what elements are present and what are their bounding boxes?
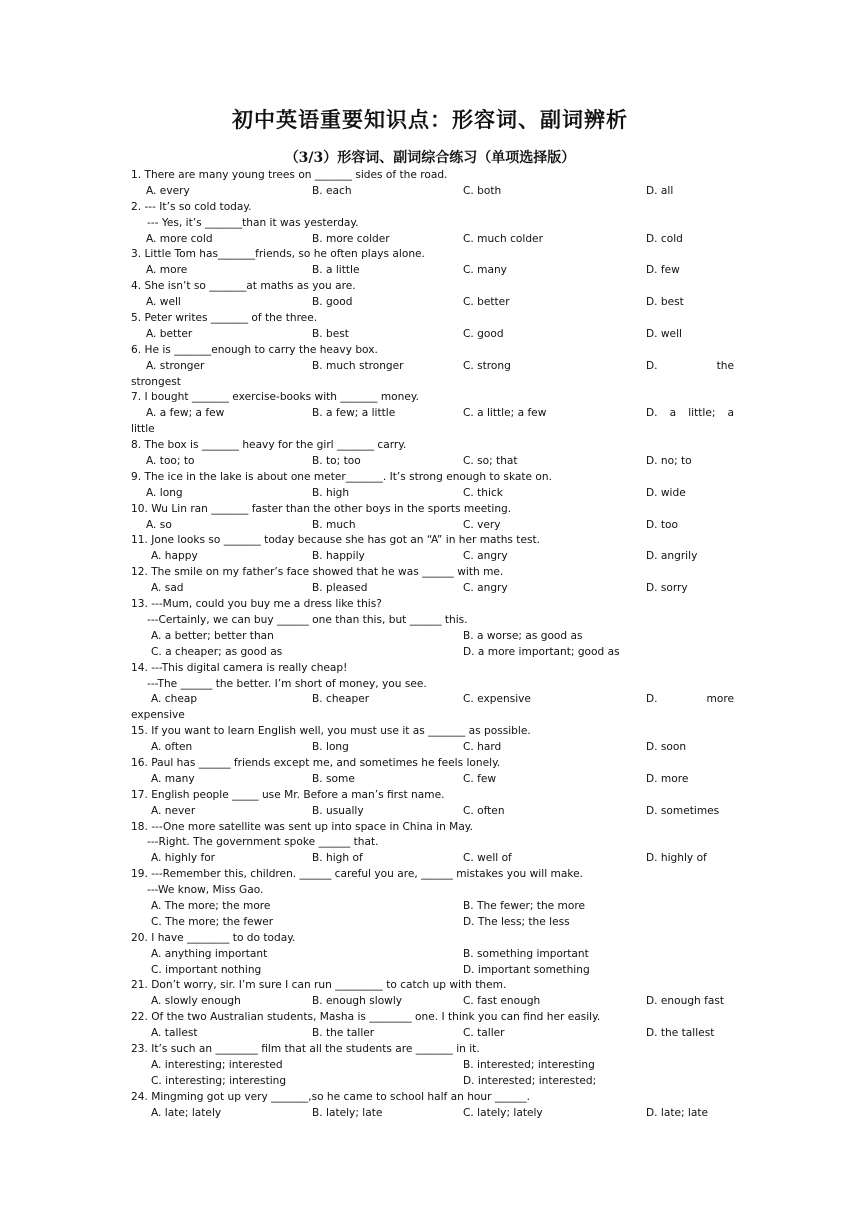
option-d-word: D. bbox=[646, 407, 658, 420]
question-stem-line bbox=[131, 931, 733, 947]
option-row bbox=[131, 963, 733, 979]
question-list bbox=[131, 168, 733, 1121]
option-c: C. a little; a few bbox=[463, 407, 547, 420]
option-d: D. The less; the less bbox=[463, 915, 570, 928]
option-a: A. too; to bbox=[146, 455, 195, 468]
option-b: B. happily bbox=[312, 550, 365, 563]
option-b: B. cheaper bbox=[312, 693, 370, 706]
question-dialogue-line bbox=[131, 883, 733, 899]
option-wrap-line bbox=[131, 375, 733, 391]
option-row bbox=[131, 549, 733, 565]
option-a: A. happy bbox=[151, 550, 198, 563]
option-d: D. more bbox=[646, 772, 689, 785]
page-title: 初中英语重要知识点：形容词、副词辨析 bbox=[232, 107, 628, 132]
option-d: D. enough fast bbox=[646, 995, 725, 1008]
question-stem: 19. ---Remember this, children. ______ careful you are, ______ mistakes you will make. bbox=[131, 868, 583, 881]
option-c: C. a cheaper; as good as bbox=[151, 645, 283, 658]
question-stem-line bbox=[131, 1010, 733, 1026]
option-row bbox=[131, 804, 733, 820]
option-b: B. much stronger bbox=[312, 359, 404, 372]
option-row bbox=[131, 772, 733, 788]
question-stem-line bbox=[131, 247, 733, 263]
option-row bbox=[131, 629, 733, 645]
option-a: A. long bbox=[146, 486, 183, 499]
option-row bbox=[131, 1058, 733, 1074]
option-a: A. every bbox=[146, 184, 190, 197]
option-b: B. The fewer; the more bbox=[463, 899, 585, 912]
option-row bbox=[131, 232, 733, 248]
question-stem: 2. --- It’s so cold today. bbox=[131, 200, 252, 213]
option-c: C. interesting; interesting bbox=[151, 1074, 287, 1087]
option-c: C. both bbox=[463, 184, 502, 197]
option-d-word: a bbox=[669, 407, 677, 420]
option-c: C. lately; lately bbox=[463, 1106, 543, 1119]
option-row bbox=[131, 406, 733, 422]
option-a: A. cheap bbox=[151, 693, 198, 706]
option-row bbox=[131, 947, 733, 963]
option-c: C. expensive bbox=[463, 693, 531, 706]
option-row bbox=[131, 359, 733, 375]
option-b: B. high of bbox=[312, 852, 363, 865]
option-d-wrap: little bbox=[131, 423, 155, 436]
option-d bbox=[646, 692, 734, 708]
option-d: D. sorry bbox=[646, 582, 688, 595]
option-c: C. few bbox=[463, 772, 497, 785]
question-stem-line bbox=[131, 1042, 733, 1058]
option-a: A. stronger bbox=[146, 359, 205, 372]
option-d: D. no; to bbox=[646, 455, 692, 468]
option-b: B. some bbox=[312, 772, 355, 785]
option-d: D. angrily bbox=[646, 550, 698, 563]
question-stem: 3. Little Tom has_______friends, so he often plays alone. bbox=[131, 248, 425, 261]
question-stem: 9. The ice in the lake is about one meter_______. It’s strong enough to skate on. bbox=[131, 470, 552, 483]
option-b: B. something important bbox=[463, 947, 589, 960]
dialogue-text: --- Yes, it’s _______than it was yesterday. bbox=[147, 216, 359, 229]
option-d: D. few bbox=[646, 264, 680, 277]
dialogue-text: ---Certainly, we can buy ______ one than this, but ______ this. bbox=[147, 613, 468, 626]
question-stem-line bbox=[131, 661, 733, 677]
question-stem: 13. ---Mum, could you buy me a dress like this? bbox=[131, 598, 382, 611]
option-d-word: a bbox=[727, 407, 734, 420]
option-b: B. good bbox=[312, 296, 353, 309]
option-c: C. important nothing bbox=[151, 963, 262, 976]
option-b: B. usually bbox=[312, 804, 364, 817]
question-stem-line bbox=[131, 390, 733, 406]
option-b: B. a few; a little bbox=[312, 407, 396, 420]
option-a: A. often bbox=[151, 741, 193, 754]
question-stem: 20. I have ________ to do today. bbox=[131, 931, 296, 944]
option-b: B. a little bbox=[312, 264, 360, 277]
question-stem-line bbox=[131, 200, 733, 216]
page-subtitle: （3/3）形容词、副词综合练习（单项选择版） bbox=[284, 150, 576, 166]
option-row bbox=[131, 454, 733, 470]
option-row bbox=[131, 692, 733, 708]
option-d: D. sometimes bbox=[646, 804, 720, 817]
question-stem: 10. Wu Lin ran _______ faster than the other boys in the sports meeting. bbox=[131, 502, 512, 515]
option-c: C. thick bbox=[463, 486, 503, 499]
question-stem-line bbox=[131, 565, 733, 581]
option-b: B. high bbox=[312, 486, 350, 499]
question-stem-line bbox=[131, 502, 733, 518]
option-row bbox=[131, 263, 733, 279]
option-d bbox=[646, 406, 734, 422]
question-stem-line bbox=[131, 533, 733, 549]
option-b: B. each bbox=[312, 184, 352, 197]
option-c: C. very bbox=[463, 518, 501, 531]
option-row bbox=[131, 740, 733, 756]
option-b: B. best bbox=[312, 327, 349, 340]
question-stem-line bbox=[131, 311, 733, 327]
option-c: C. so; that bbox=[463, 455, 518, 468]
option-a: A. many bbox=[151, 772, 195, 785]
option-a: A. highly for bbox=[151, 852, 216, 865]
question-stem-line bbox=[131, 279, 733, 295]
option-d: D. interested; interested; bbox=[463, 1074, 597, 1087]
dialogue-text: ---Right. The government spoke ______ that. bbox=[147, 836, 379, 849]
option-a: A. better bbox=[146, 327, 193, 340]
question-stem: 12. The smile on my father’s face showed that he was ______ with me. bbox=[131, 566, 504, 579]
question-dialogue-line bbox=[131, 677, 733, 693]
option-b: B. lately; late bbox=[312, 1106, 383, 1119]
option-b: B. to; too bbox=[312, 455, 361, 468]
option-row bbox=[131, 295, 733, 311]
option-d: D. a more important; good as bbox=[463, 645, 620, 658]
question-stem: 16. Paul has ______ friends except me, and sometimes he feels lonely. bbox=[131, 756, 501, 769]
question-stem-line bbox=[131, 724, 733, 740]
option-d-word: more bbox=[706, 693, 734, 706]
option-c: C. much colder bbox=[463, 232, 543, 245]
option-d bbox=[646, 359, 734, 375]
question-dialogue-line bbox=[131, 613, 733, 629]
option-d-word: little; bbox=[688, 407, 716, 420]
question-stem-line bbox=[131, 168, 733, 184]
question-stem: 18. ---One more satellite was sent up into space in China in May. bbox=[131, 820, 473, 833]
question-stem: 1. There are many young trees on _______ sides of the road. bbox=[131, 169, 448, 181]
option-b: B. pleased bbox=[312, 582, 368, 595]
option-row bbox=[131, 851, 733, 867]
option-a: A. never bbox=[151, 804, 196, 817]
option-d: D. well bbox=[646, 327, 682, 340]
dialogue-text: ---We know, Miss Gao. bbox=[147, 884, 264, 897]
option-a: A. The more; the more bbox=[151, 899, 271, 912]
option-c: C. The more; the fewer bbox=[151, 915, 274, 928]
question-stem-line bbox=[131, 978, 733, 994]
option-a: A. anything important bbox=[151, 947, 268, 960]
option-a: A. sad bbox=[151, 582, 184, 595]
option-b: B. more colder bbox=[312, 232, 390, 245]
option-wrap-line bbox=[131, 708, 733, 724]
option-c: C. good bbox=[463, 327, 504, 340]
question-dialogue-line bbox=[131, 835, 733, 851]
option-d: D. all bbox=[646, 184, 674, 197]
option-row bbox=[131, 327, 733, 343]
option-d: D. soon bbox=[646, 741, 687, 754]
question-stem-line bbox=[131, 343, 733, 359]
question-stem: 8. The box is _______ heavy for the girl _______ carry. bbox=[131, 439, 407, 452]
option-a: A. more bbox=[146, 264, 188, 277]
option-a: A. a few; a few bbox=[146, 407, 225, 420]
option-d-wrap: expensive bbox=[131, 709, 185, 722]
question-stem-line bbox=[131, 438, 733, 454]
option-d: D. too bbox=[646, 518, 679, 531]
option-c: C. hard bbox=[463, 741, 502, 754]
question-stem: 14. ---This digital camera is really cheap! bbox=[131, 661, 348, 674]
option-a: A. interesting; interested bbox=[151, 1058, 283, 1071]
option-c: C. angry bbox=[463, 550, 508, 563]
question-stem: 21. Don’t worry, sir. I’m sure I can run _________ to catch up with them. bbox=[131, 979, 507, 992]
option-d: D. wide bbox=[646, 486, 686, 499]
option-b: B. enough slowly bbox=[312, 995, 403, 1008]
option-d-wrap: strongest bbox=[131, 375, 181, 388]
option-row bbox=[131, 486, 733, 502]
option-row bbox=[131, 1026, 733, 1042]
option-c: C. taller bbox=[463, 1027, 505, 1040]
option-c: C. fast enough bbox=[463, 995, 541, 1008]
option-d: D. the tallest bbox=[646, 1027, 715, 1040]
option-a: A. tallest bbox=[151, 1027, 198, 1040]
question-stem: 23. It’s such an ________ film that all the students are _______ in it. bbox=[131, 1042, 480, 1055]
option-a: A. slowly enough bbox=[151, 995, 241, 1008]
option-a: A. well bbox=[146, 296, 181, 309]
question-stem-line bbox=[131, 756, 733, 772]
question-stem: 11. Jone looks so _______ today because she has got an “A” in her maths test. bbox=[131, 534, 541, 547]
question-stem-line bbox=[131, 867, 733, 883]
option-row bbox=[131, 1074, 733, 1090]
option-d: D. late; late bbox=[646, 1106, 709, 1119]
question-stem-line bbox=[131, 470, 733, 486]
question-dialogue-line bbox=[131, 216, 733, 232]
dialogue-text: ---The ______ the better. I’m short of money, you see. bbox=[147, 677, 427, 690]
option-c: C. many bbox=[463, 264, 507, 277]
option-a: A. a better; better than bbox=[151, 629, 274, 642]
option-row bbox=[131, 518, 733, 534]
option-d: D. cold bbox=[646, 232, 683, 245]
option-row bbox=[131, 915, 733, 931]
question-stem: 7. I bought _______ exercise-books with _______ money. bbox=[131, 391, 419, 404]
option-row bbox=[131, 1106, 733, 1122]
option-a: A. so bbox=[146, 518, 172, 531]
option-b: B. interested; interesting bbox=[463, 1058, 595, 1071]
option-c: C. well of bbox=[463, 852, 512, 865]
option-c: C. angry bbox=[463, 582, 508, 595]
option-c: C. strong bbox=[463, 359, 511, 372]
question-stem: 15. If you want to learn English well, you must use it as _______ as possible. bbox=[131, 725, 531, 738]
option-d: D. highly of bbox=[646, 852, 707, 865]
option-d: D. best bbox=[646, 296, 684, 309]
option-d-word: D. bbox=[646, 359, 658, 372]
option-wrap-line bbox=[131, 422, 733, 438]
option-b: B. much bbox=[312, 518, 356, 531]
option-b: B. a worse; as good as bbox=[463, 629, 583, 642]
question-stem: 17. English people _____ use Mr. Before a man’s first name. bbox=[131, 788, 445, 801]
option-c: C. often bbox=[463, 804, 505, 817]
option-row bbox=[131, 899, 733, 915]
option-d: D. important something bbox=[463, 963, 590, 976]
question-stem-line bbox=[131, 597, 733, 613]
question-stem: 22. Of the two Australian students, Masha is ________ one. I think you can find her easily. bbox=[131, 1011, 601, 1024]
option-b: B. long bbox=[312, 741, 349, 754]
option-b: B. the taller bbox=[312, 1027, 375, 1040]
question-stem: 24. Mingming got up very _______,so he came to school half an hour ______. bbox=[131, 1090, 530, 1103]
option-c: C. better bbox=[463, 296, 510, 309]
option-a: A. late; lately bbox=[151, 1106, 222, 1119]
question-stem: 5. Peter writes _______ of the three. bbox=[131, 312, 318, 325]
question-stem: 4. She isn’t so _______at maths as you are. bbox=[131, 280, 356, 293]
option-d-word: the bbox=[716, 359, 734, 372]
option-row bbox=[131, 581, 733, 597]
option-row bbox=[131, 645, 733, 661]
question-stem-line bbox=[131, 820, 733, 836]
question-stem-line bbox=[131, 788, 733, 804]
question-stem-line bbox=[131, 1090, 733, 1106]
option-a: A. more cold bbox=[146, 232, 213, 245]
question-stem: 6. He is _______enough to carry the heavy box. bbox=[131, 343, 378, 356]
option-d-word: D. bbox=[646, 693, 658, 706]
option-row bbox=[131, 184, 733, 200]
option-row bbox=[131, 994, 733, 1010]
